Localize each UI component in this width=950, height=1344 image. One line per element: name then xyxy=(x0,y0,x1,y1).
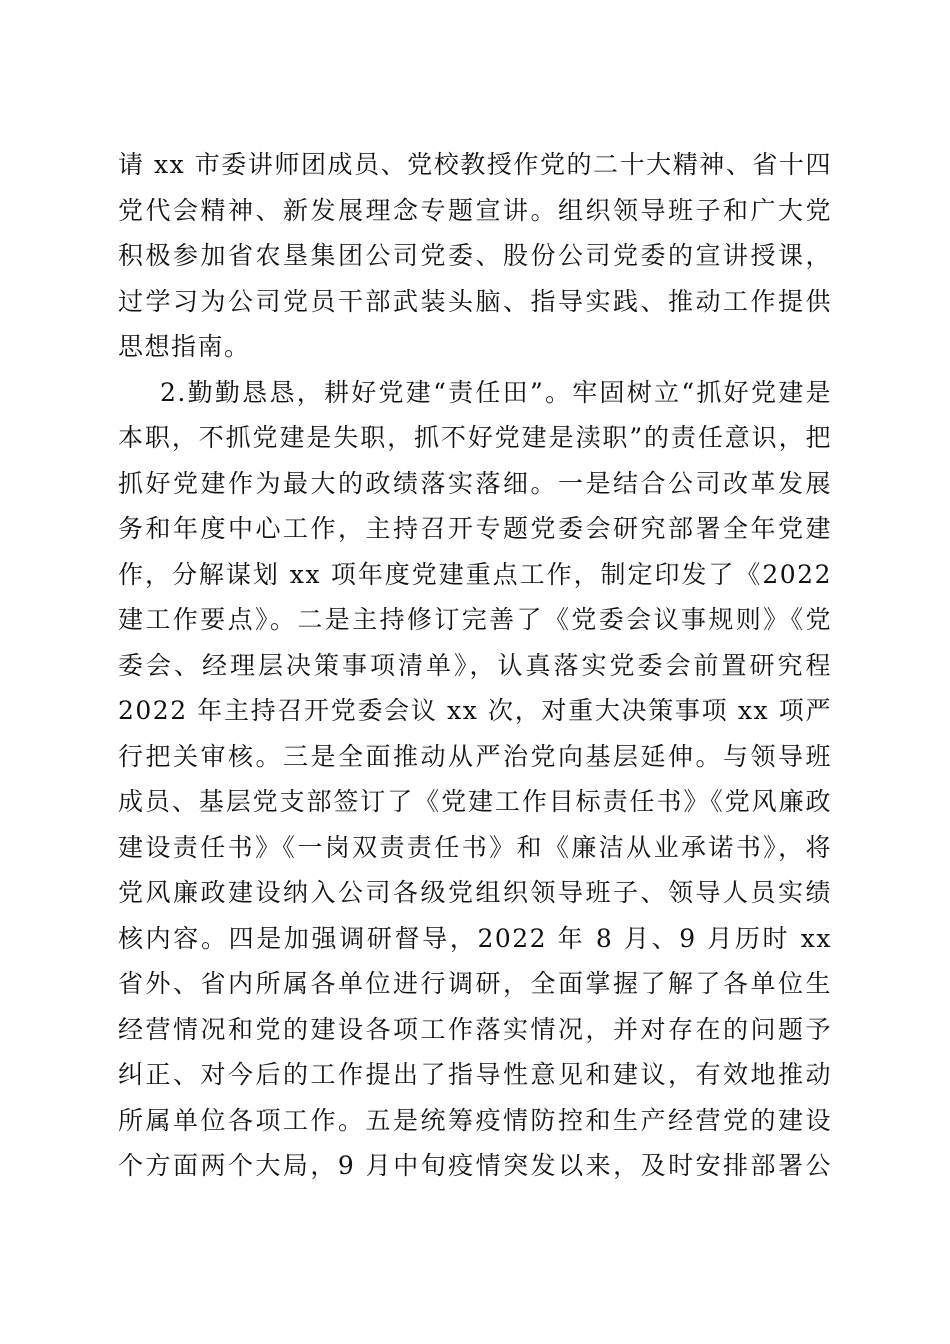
text-line: 个方面两个大局，9 月中旬疫情突发以来，及时安排部署公 xyxy=(118,1151,832,1180)
text-line: 作，分解谋划 xx 项年度党建重点工作，制定印发了《2022 xyxy=(118,559,832,589)
text-line: 积极参加省农垦集团公司党委、股份公司党委的宣讲授课， xyxy=(118,241,832,270)
text-line: 过学习为公司党员干部武装头脑、指导实践、推动工作提供 xyxy=(118,286,832,316)
text-line: 委会、经理层决策事项清单》，认真落实党委会前置研究程 xyxy=(118,650,832,680)
text-line: 省外、省内所属各单位进行调研，全面掌握了解了各单位生 xyxy=(118,969,832,998)
text-line: 务和年度中心工作，主持召开专题党委会研究部署全年党建 xyxy=(118,514,832,543)
text-line: 建设责任书》《一岗双责责任书》和《廉洁从业承诺书》，将 xyxy=(118,832,832,862)
text-line: 2022 年主持召开党委会议 xx 次，对重大决策事项 xx 项严 xyxy=(118,696,832,725)
text-line: 核内容。四是加强调研督导，2022 年 8 月、9 月历时 xx xyxy=(118,923,832,953)
text-line: 所属单位各项工作。五是统筹疫情防控和生产经营党的建设 xyxy=(118,1105,832,1135)
text-line: 纠正、对今后的工作提出了指导性意见和建议，有效地推动 xyxy=(118,1060,832,1089)
text-line: 党风廉政建设纳入公司各级党组织领导班子、领导人员实绩 xyxy=(118,878,832,907)
text-line: 党代会精神、新发展理念专题宣讲。组织领导班子和广大党 xyxy=(118,195,832,225)
text-line: 经营情况和党的建设各项工作落实情况，并对存在的问题予 xyxy=(118,1014,832,1044)
text-line: 抓好党建作为最大的政绩落实落细。一是结合公司改革发展 xyxy=(118,468,832,498)
document-body xyxy=(118,142,832,1189)
text-line: 思想指南。 xyxy=(118,332,251,361)
text-line: 建工作要点》。二是主持修订完善了《党委会议事规则》《党 xyxy=(118,605,832,634)
text-line: 成员、基层党支部签订了《党建工作目标责任书》《党风廉政 xyxy=(118,787,832,816)
text-line: 请 xx 市委讲师团成员、党校教授作党的二十大精神、省十四 xyxy=(118,150,832,179)
paragraph-heading-line: 2.勤勤恳恳，耕好党建“责任田”。牢固树立“抓好党建是 xyxy=(160,377,832,407)
text-line: 行把关审核。三是全面推动从严治党向基层延伸。与领导班 xyxy=(118,741,832,771)
text-line: 本职，不抓党建是失职，抓不好党建是渎职”的责任意识，把 xyxy=(118,423,832,452)
